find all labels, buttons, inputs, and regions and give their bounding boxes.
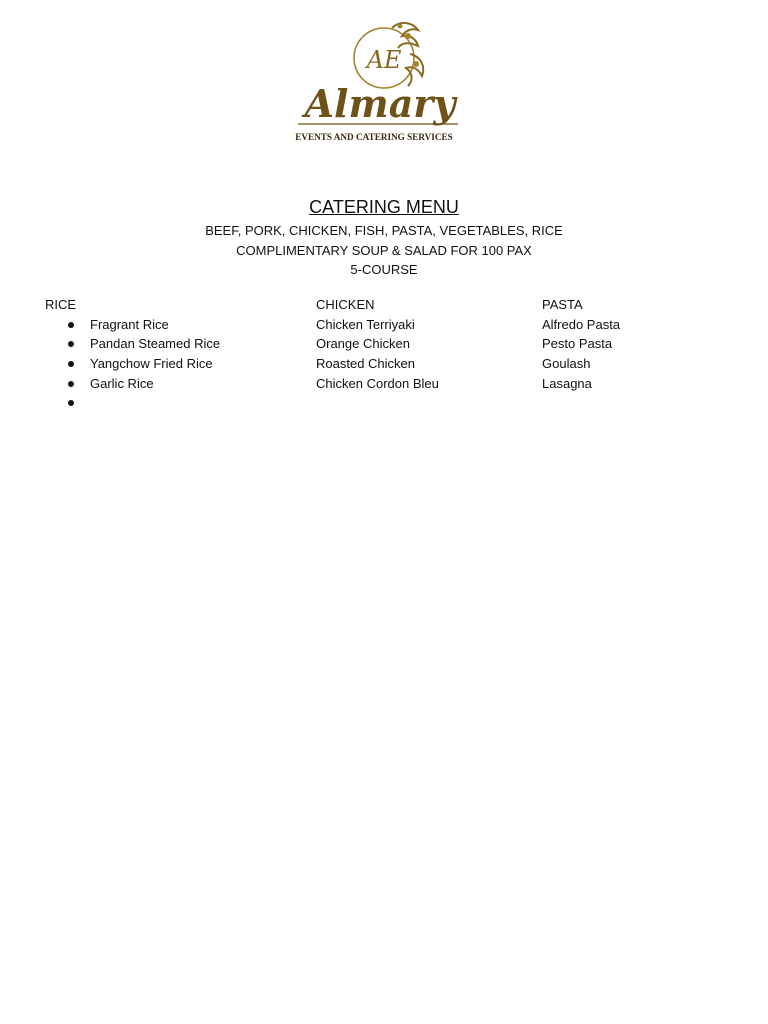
rice-list bbox=[45, 315, 285, 413]
logo-flourish-top bbox=[392, 23, 418, 48]
rice-item: Garlic Rice bbox=[90, 375, 154, 391]
chicken-list bbox=[316, 315, 516, 394]
pasta-header: PASTA bbox=[542, 297, 583, 312]
list-item: Pesto Pasta bbox=[542, 336, 613, 352]
course-count-line: 5-COURSE bbox=[350, 262, 418, 277]
logo-graphic bbox=[288, 14, 480, 152]
list-item bbox=[45, 315, 285, 335]
page-title: CATERING MENU bbox=[309, 197, 459, 217]
bullet-icon bbox=[68, 341, 74, 347]
logo-tagline: EVENTS AND CATERING SERVICES bbox=[295, 132, 453, 142]
logo-brand-name: Almary bbox=[304, 81, 456, 126]
list-item: Orange Chicken bbox=[316, 336, 410, 352]
rice-item: Fragrant Rice bbox=[90, 316, 169, 332]
list-item bbox=[45, 393, 285, 413]
list-item bbox=[45, 374, 285, 394]
logo-leaf bbox=[398, 24, 403, 29]
list-item: Roasted Chicken bbox=[316, 356, 415, 372]
rice-item: Pandan Steamed Rice bbox=[90, 336, 221, 352]
logo-monogram: AE bbox=[366, 46, 402, 74]
list-item: Chicken Terriyaki bbox=[316, 316, 415, 332]
pasta-column bbox=[542, 295, 742, 394]
logo-leaf bbox=[405, 33, 411, 39]
bullet-icon bbox=[68, 381, 74, 387]
bullet-icon bbox=[68, 400, 74, 406]
rice-column bbox=[45, 295, 285, 413]
complimentary-line: COMPLIMENTARY SOUP & SALAD FOR 100 PAX bbox=[236, 242, 532, 258]
list-item bbox=[45, 334, 285, 354]
company-logo bbox=[288, 14, 480, 152]
rice-header: RICE bbox=[45, 297, 77, 312]
list-item: Alfredo Pasta bbox=[542, 316, 621, 332]
list-item: Chicken Cordon Bleu bbox=[316, 375, 439, 391]
chicken-column bbox=[316, 295, 516, 394]
chicken-header: CHICKEN bbox=[316, 297, 375, 312]
menu-categories-line: BEEF, PORK, CHICKEN, FISH, PASTA, VEGETABLES, RICE bbox=[205, 223, 563, 238]
menu-heading bbox=[0, 195, 768, 280]
bullet-icon bbox=[68, 361, 74, 367]
list-item bbox=[45, 354, 285, 374]
list-item: Lasagna bbox=[542, 375, 592, 391]
bullet-icon bbox=[68, 322, 74, 328]
logo-leaf bbox=[413, 61, 419, 67]
rice-item: Yangchow Fried Rice bbox=[90, 356, 213, 372]
pasta-list bbox=[542, 315, 742, 394]
list-item: Goulash bbox=[542, 356, 591, 372]
